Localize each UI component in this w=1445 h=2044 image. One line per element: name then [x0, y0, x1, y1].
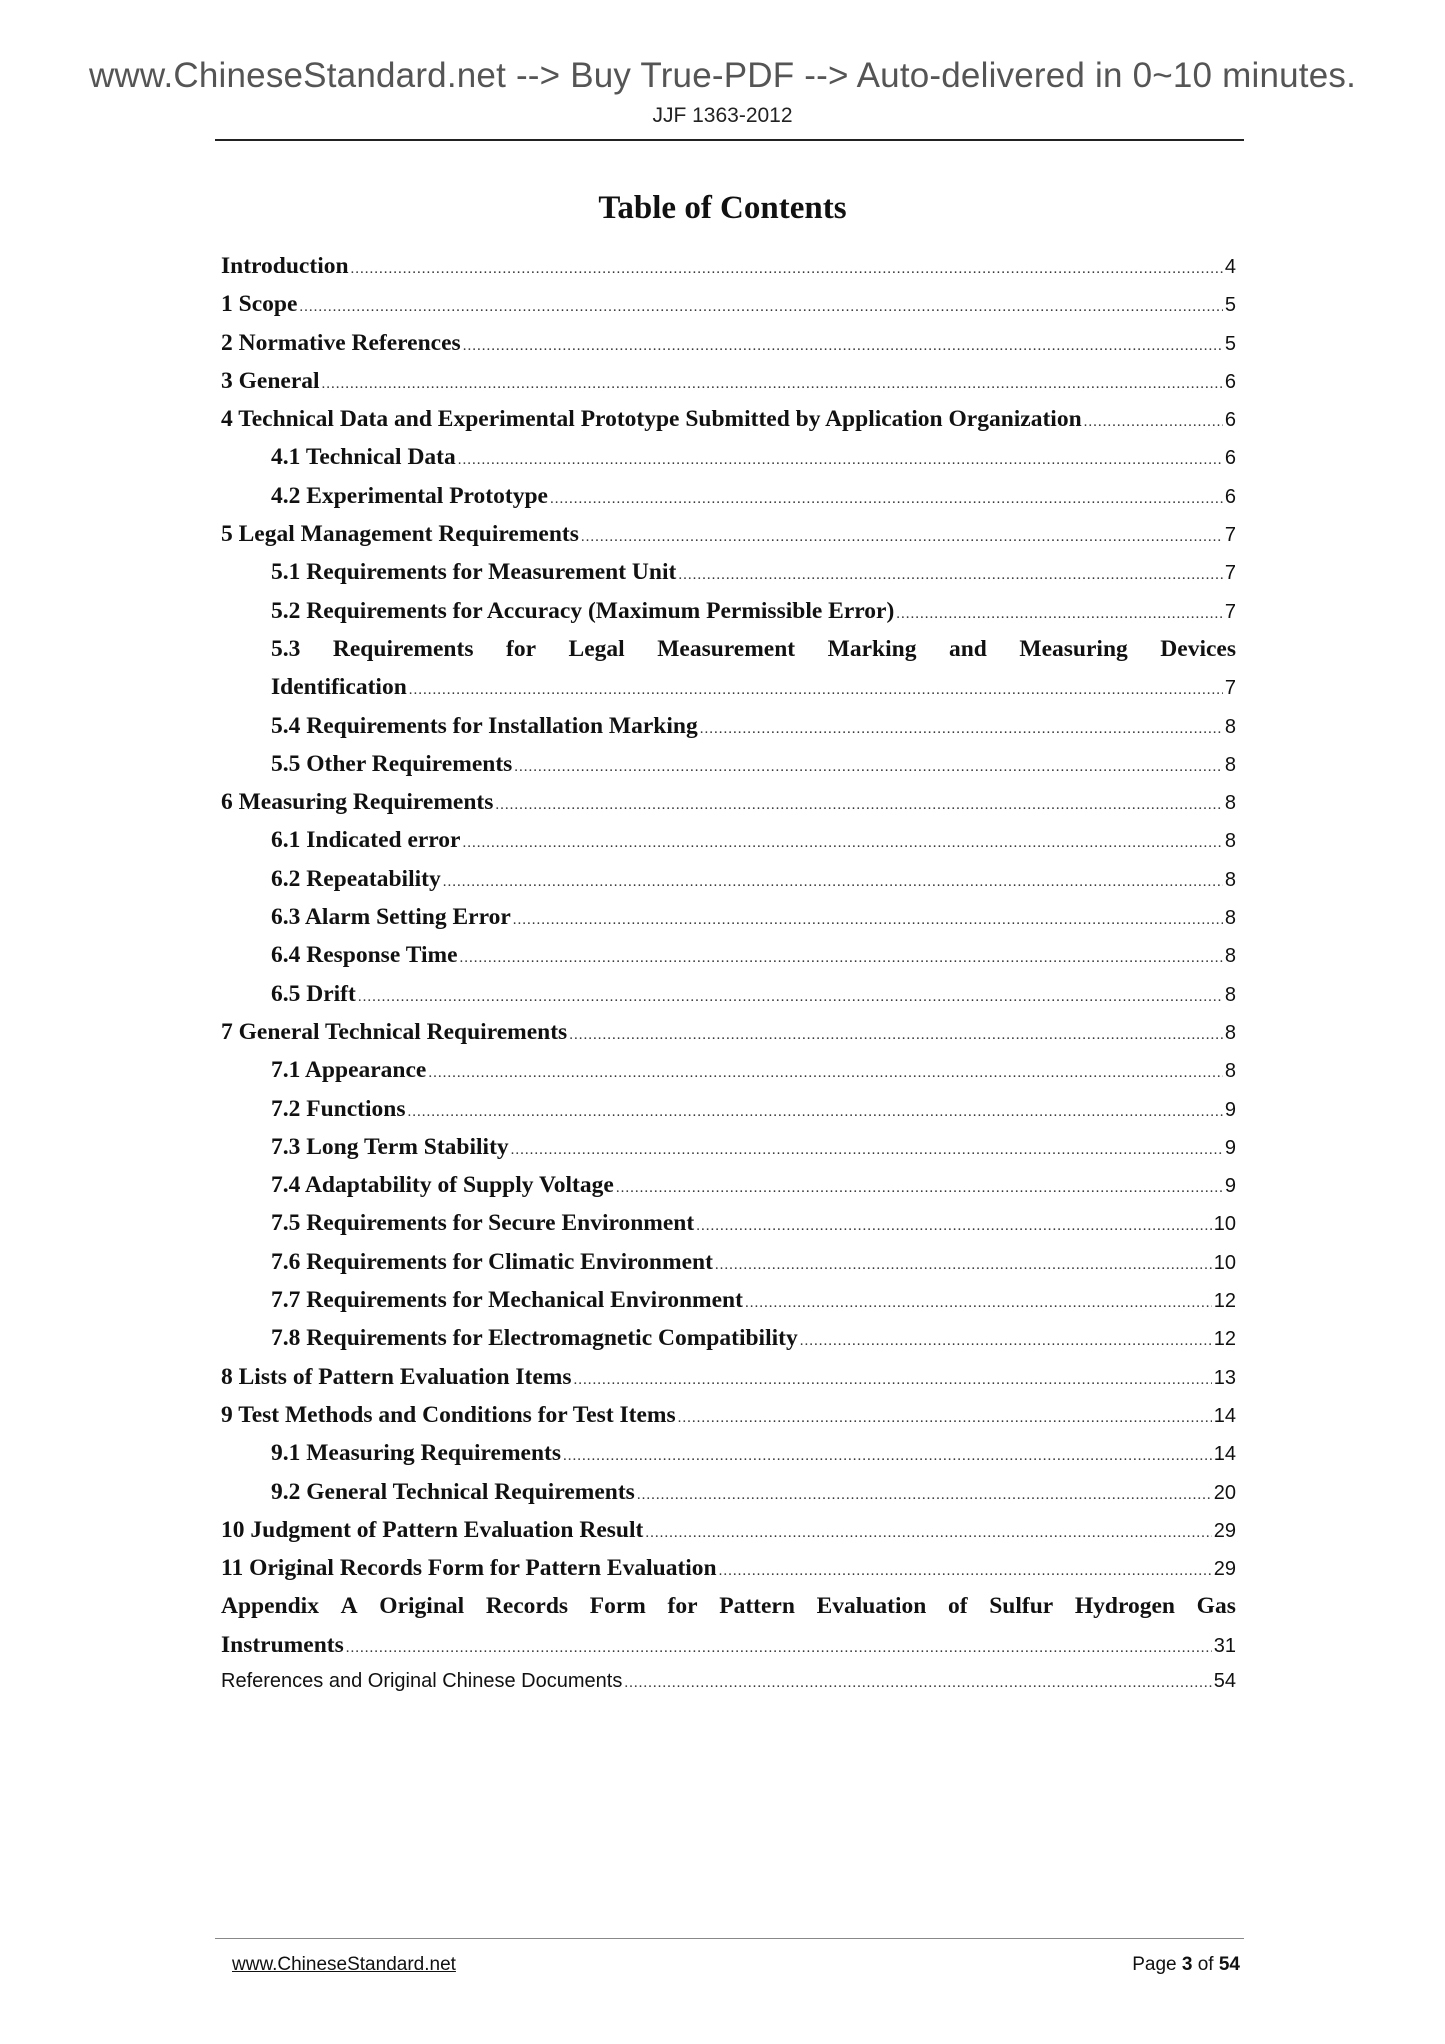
toc-word: Records	[485, 1593, 569, 1620]
toc-entry-label: 7 General Technical Requirements	[221, 1018, 568, 1045]
toc-entry-continuation[interactable]	[221, 1632, 1236, 1670]
dot-leader	[581, 529, 1223, 546]
toc-entry[interactable]	[221, 1517, 1236, 1555]
toc-subentry[interactable]	[221, 559, 1236, 597]
dot-leader	[700, 721, 1223, 738]
dot-leader	[678, 1410, 1212, 1427]
current-page: 3	[1181, 1954, 1193, 1975]
toc-entry-label: 4.1 Technical Data	[271, 444, 456, 471]
toc-entry-page: 5	[1224, 332, 1236, 355]
toc-entry-page: 13	[1213, 1366, 1236, 1389]
toc-entry-label: 2 Normative References	[221, 329, 461, 356]
toc-entry[interactable]	[221, 789, 1236, 827]
toc-entry-label: 3 General	[221, 367, 320, 394]
toc-entry-label: 5 Legal Management Requirements	[221, 521, 579, 548]
toc-entry-label: 1 Scope	[221, 291, 298, 318]
toc-word: and	[948, 635, 987, 662]
toc-entry-page: 6	[1224, 447, 1236, 470]
toc-subentry[interactable]	[221, 904, 1236, 942]
toc-entry-page: 31	[1213, 1634, 1236, 1657]
toc-entry-page: 8	[1224, 907, 1236, 930]
toc-entry-page: 10	[1213, 1251, 1236, 1274]
toc-word: Measurement	[657, 635, 796, 662]
dot-leader	[299, 299, 1223, 316]
dot-leader	[574, 1372, 1212, 1389]
toc-entry[interactable]	[221, 1019, 1236, 1057]
toc-entry-page: 6	[1224, 409, 1236, 432]
toc-subentry[interactable]	[221, 751, 1236, 789]
toc-entry-page: 20	[1213, 1481, 1236, 1504]
toc-word: A	[340, 1593, 358, 1620]
dot-leader	[346, 1640, 1212, 1657]
dot-leader	[550, 491, 1223, 508]
toc-entry-page: 8	[1224, 868, 1236, 891]
toc-subentry[interactable]	[221, 866, 1236, 904]
toc-entry-page: 8	[1224, 830, 1236, 853]
toc-entry-label: Identification	[271, 674, 407, 701]
toc-entry-label: 6.1 Indicated error	[271, 827, 461, 854]
dot-leader	[358, 989, 1223, 1006]
toc-word: Form	[589, 1593, 646, 1620]
toc-entry-page: 8	[1224, 983, 1236, 1006]
toc-entry-label: 5.2 Requirements for Accuracy (Maximum Permissible Error)	[271, 597, 895, 624]
toc-word: Original	[379, 1593, 465, 1620]
dot-leader	[616, 1180, 1223, 1197]
toc-entry-page: 29	[1213, 1519, 1236, 1542]
dot-leader	[800, 1333, 1212, 1350]
toc-entry-page: 7	[1224, 600, 1236, 623]
toc-entry-page: 9	[1224, 1098, 1236, 1121]
toc-entry-page: 9	[1224, 1136, 1236, 1159]
toc-entry[interactable]	[221, 368, 1236, 406]
dot-leader	[351, 261, 1223, 278]
toc-entry-label: 5.5 Other Requirements	[271, 750, 513, 777]
page-indicator	[1132, 1954, 1240, 1976]
toc-entry-label: Instruments	[221, 1631, 344, 1658]
toc-word: Gas	[1196, 1593, 1236, 1620]
toc-entry-page: 10	[1213, 1213, 1236, 1236]
toc-subentry-continuation[interactable]	[221, 674, 1236, 712]
toc-subentry[interactable]	[221, 1172, 1236, 1210]
toc-subentry[interactable]	[221, 483, 1236, 521]
toc-entry[interactable]	[221, 521, 1236, 559]
dot-leader	[408, 1104, 1223, 1121]
toc-subentry[interactable]	[221, 1096, 1236, 1134]
toc-entry-label: 4.2 Experimental Prototype	[271, 482, 548, 509]
dot-leader	[463, 338, 1223, 355]
toc-subentry[interactable]	[221, 827, 1236, 865]
toc-subentry[interactable]	[221, 981, 1236, 1019]
toc-entry-label: 6 Measuring Requirements	[221, 789, 494, 816]
toc-entry-page: 6	[1224, 370, 1236, 393]
page-of: of	[1192, 1954, 1219, 1975]
toc-entry-label: 7.1 Appearance	[271, 1057, 427, 1084]
toc-entry-label: 4 Technical Data and Experimental Prototype Submitted by Application Organization	[221, 406, 1082, 433]
toc-entry[interactable]	[221, 291, 1236, 329]
toc-subentry[interactable]	[221, 1287, 1236, 1325]
toc-entry-label: 6.2 Repeatability	[271, 865, 441, 892]
toc-entry-page: 54	[1213, 1669, 1236, 1692]
dot-leader	[513, 912, 1223, 929]
footer-site-link[interactable]: www.ChineseStandard.net	[232, 1954, 456, 1975]
toc-subentry[interactable]	[221, 713, 1236, 751]
dot-leader	[563, 1448, 1212, 1465]
toc-entry[interactable]	[221, 1402, 1236, 1440]
dot-leader	[514, 759, 1223, 776]
dot-leader	[428, 1065, 1223, 1082]
dot-leader	[715, 1257, 1212, 1274]
toc-entry-page: 7	[1224, 677, 1236, 700]
toc-entry[interactable]	[221, 1364, 1236, 1402]
toc-entry-page: 8	[1224, 792, 1236, 815]
toc-entry-page: 8	[1224, 1060, 1236, 1083]
toc-entry-label: 7.6 Requirements for Climatic Environment	[271, 1248, 713, 1275]
toc-subentry[interactable]	[221, 942, 1236, 980]
dot-leader	[645, 1525, 1211, 1542]
dot-leader	[896, 606, 1223, 623]
footer-divider	[215, 1938, 1244, 1939]
toc-subentry[interactable]	[221, 1479, 1236, 1517]
toc-entry-page: 6	[1224, 485, 1236, 508]
toc-word: Measuring	[1019, 635, 1128, 662]
toc-entry[interactable]	[221, 1670, 1236, 1708]
toc-entry-label: 7.5 Requirements for Secure Environment	[271, 1210, 695, 1237]
dot-leader	[458, 452, 1223, 469]
toc-word: Appendix	[221, 1593, 319, 1620]
toc-entry-label: 7.7 Requirements for Mechanical Environment	[271, 1287, 743, 1314]
dot-leader	[696, 1218, 1212, 1235]
page-prefix: Page	[1132, 1954, 1182, 1975]
toc-entry[interactable]	[221, 406, 1236, 444]
toc-entry-page: 7	[1224, 562, 1236, 585]
toc-entry-label: 11 Original Records Form for Pattern Evaluation	[221, 1555, 717, 1582]
dot-leader	[495, 797, 1222, 814]
toc-entry-label: Introduction	[221, 253, 349, 279]
toc-entry-label: 9.1 Measuring Requirements	[271, 1440, 562, 1467]
toc-word: Hydrogen	[1074, 1593, 1175, 1620]
dot-leader	[409, 682, 1223, 699]
toc-entry[interactable]	[221, 1555, 1236, 1593]
toc-entry-label: 6.3 Alarm Setting Error	[271, 904, 511, 931]
dot-leader	[569, 1027, 1223, 1044]
site-banner: www.ChineseStandard.net --> Buy True-PDF --> Auto-delivered in 0~10 minutes.	[88, 56, 1357, 95]
toc-word: Legal	[568, 635, 625, 662]
toc-entry-label: References and Original Chinese Documents	[221, 1669, 623, 1692]
toc-entry-label: 5.4 Requirements for Installation Marking	[271, 712, 698, 739]
toc-entry-label: 7.8 Requirements for Electromagnetic Compatibility	[271, 1325, 798, 1352]
toc-word: Requirements	[332, 635, 474, 662]
toc-word: for	[667, 1593, 698, 1620]
toc-entry[interactable]	[221, 330, 1236, 368]
table-of-contents	[221, 253, 1236, 1708]
dot-leader	[463, 835, 1223, 852]
toc-word: Evaluation	[816, 1593, 927, 1620]
toc-entry-label: 6.5 Drift	[271, 980, 356, 1007]
dot-leader	[443, 874, 1223, 891]
toc-entry-page: 7	[1224, 524, 1236, 547]
dot-leader	[460, 950, 1223, 967]
dot-leader	[511, 1142, 1223, 1159]
toc-entry-label: 6.4 Response Time	[271, 942, 458, 969]
toc-entry-page: 8	[1224, 753, 1236, 776]
toc-subentry[interactable]	[221, 1325, 1236, 1363]
toc-entry-page: 4	[1224, 256, 1236, 278]
dot-leader	[637, 1487, 1212, 1504]
toc-entry-label: 5.1 Requirements for Measurement Unit	[271, 559, 677, 586]
toc-entry-label: 7.2 Functions	[271, 1095, 406, 1122]
toc-word: for	[506, 635, 537, 662]
toc-word: Pattern	[719, 1593, 795, 1620]
toc-entry-label: 9.2 General Technical Requirements	[271, 1478, 635, 1505]
toc-entry-page: 14	[1213, 1443, 1236, 1466]
toc-word: Sulfur	[989, 1593, 1054, 1620]
toc-entry-page: 29	[1213, 1558, 1236, 1581]
dot-leader	[745, 1295, 1212, 1312]
document-number: JJF 1363-2012	[652, 104, 793, 127]
dot-leader	[719, 1563, 1212, 1580]
toc-entry-label: 10 Judgment of Pattern Evaluation Result	[221, 1516, 644, 1543]
toc-entry-page: 12	[1213, 1290, 1236, 1313]
toc-entry-label: 9 Test Methods and Conditions for Test Items	[221, 1401, 676, 1428]
toc-subentry[interactable]	[221, 1057, 1236, 1095]
toc-entry-label: 7.4 Adaptability of Supply Voltage	[271, 1172, 614, 1199]
total-pages: 54	[1218, 1954, 1240, 1975]
toc-word: Devices	[1160, 635, 1236, 662]
toc-entry-label: 8 Lists of Pattern Evaluation Items	[221, 1363, 572, 1390]
toc-entry-label: 7.3 Long Term Stability	[271, 1133, 509, 1160]
header-divider	[215, 139, 1244, 141]
toc-word: Marking	[827, 635, 917, 662]
toc-word: of	[947, 1593, 968, 1620]
toc-entry-page: 14	[1213, 1404, 1236, 1427]
toc-entry-page: 9	[1224, 1175, 1236, 1198]
toc-word: 5.3	[271, 635, 301, 662]
toc-subentry-wrapped[interactable]	[221, 636, 1236, 674]
toc-entry-wrapped[interactable]	[221, 1593, 1236, 1631]
toc-subentry[interactable]	[221, 1249, 1236, 1287]
toc-entry[interactable]	[221, 253, 1236, 291]
toc-subentry[interactable]	[221, 1134, 1236, 1172]
dot-leader	[678, 567, 1223, 584]
toc-subentry[interactable]	[221, 444, 1236, 482]
dot-leader	[624, 1675, 1211, 1692]
toc-entry-page: 8	[1224, 1021, 1236, 1044]
toc-entry-page: 12	[1213, 1328, 1236, 1351]
page-title: Table of Contents	[598, 190, 847, 226]
toc-subentry[interactable]	[221, 598, 1236, 636]
dot-leader	[322, 376, 1223, 393]
toc-subentry[interactable]	[221, 1210, 1236, 1248]
toc-entry-page: 5	[1224, 294, 1236, 317]
toc-entry-page: 8	[1224, 945, 1236, 968]
toc-subentry[interactable]	[221, 1440, 1236, 1478]
dot-leader	[1084, 414, 1223, 431]
toc-entry-page: 8	[1224, 715, 1236, 738]
